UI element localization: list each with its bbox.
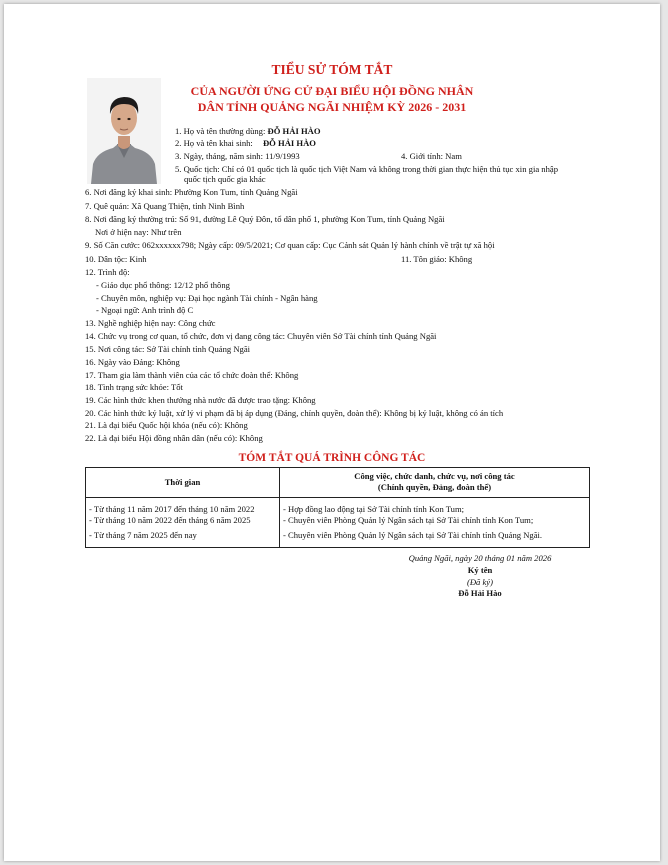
field-current-address: Nơi ở hiện nay: Như trên: [95, 227, 182, 237]
col-header-job-line2: (Chính quyền, Đảng, đoàn thể): [377, 482, 492, 492]
field-birth-name: [175, 138, 316, 149]
field-hometown: 7. Quê quán: Xã Quang Thiện, tỉnh Ninh Bình: [85, 201, 245, 211]
cell-job: - Chuyên viên Phòng Quản lý Ngân sách tại Sở Tài chính tỉnh Kon Tum;: [280, 515, 590, 530]
field-health: 18. Tình trạng sức khỏe: Tốt: [85, 382, 183, 392]
table-row: [86, 515, 590, 530]
field-nationality-cont: quốc tịch quốc gia khác: [184, 174, 266, 184]
field-awards: 19. Các hình thức khen thưởng nhà nước đã được trao tặng: Không: [85, 395, 316, 405]
doc-title: TIỂU SỬ TÓM TẮT: [271, 62, 393, 77]
field-peoples-council: 22. Là đại biểu Hội đồng nhân dân (nếu có): Không: [85, 433, 263, 443]
field-general-education: - Giáo dục phổ thông: 12/12 phổ thông: [96, 280, 230, 290]
portrait-photo: [87, 78, 161, 184]
field-gender: 4. Giới tính: Nam: [401, 151, 462, 161]
col-header-time: Thời gian: [86, 468, 280, 498]
cell-job: - Hợp đồng lao động tại Sở Tài chính tỉnh Kon Tum;: [280, 498, 590, 516]
field-value: ĐỖ HẢI HÀO: [267, 126, 321, 136]
table-row: [86, 530, 590, 548]
doc-subtitle-1: CỦA NGƯỜI ỨNG CỬ ĐẠI BIỂU HỘI ĐỒNG NHÂN: [190, 84, 474, 98]
field-discipline: 20. Các hình thức kỷ luật, xử lý vi phạm đã bị áp dụng (Đảng, chính quyền, đoàn thể): Không bị kỷ luật, không có án tích: [85, 408, 504, 418]
signature-name: Đỗ Hải Hào: [458, 588, 502, 598]
field-religion: 11. Tôn giáo: Không: [401, 254, 473, 264]
field-permanent-address: 8. Nơi đăng ký thường trú: Số 91, đường Lê Quý Đôn, tổ dân phố 1, phường Kon Tum, tỉnh Quảng Ngãi: [85, 214, 445, 224]
work-history-table: [85, 467, 590, 548]
cell-time: - Từ tháng 7 năm 2025 đến nay: [86, 530, 280, 548]
field-date-of-birth: 3. Ngày, tháng, năm sinh: 11/9/1993: [175, 151, 300, 161]
field-id-card: 9. Số Căn cước: 062xxxxxx798; Ngày cấp: 09/5/2021; Cơ quan cấp: Cục Cảnh sát Quản lý hành chính về trật tự xã hội: [85, 240, 495, 250]
signature-label: Ký tên: [467, 565, 493, 575]
doc-subtitle-2: DÂN TỈNH QUẢNG NGÃI NHIỆM KỲ 2026 - 2031: [197, 100, 467, 114]
field-label: 1. Họ và tên thường dùng:: [175, 126, 266, 136]
work-history-title: TÓM TẮT QUÁ TRÌNH CÔNG TÁC: [238, 452, 426, 464]
field-ethnicity: 10. Dân tộc: Kinh: [85, 254, 147, 264]
field-common-name: [175, 126, 321, 137]
field-education: 12. Trình độ:: [85, 267, 130, 277]
document-page: [4, 4, 660, 861]
field-national-assembly: 21. Là đại biểu Quốc hội khóa (nếu có): Không: [85, 420, 248, 430]
field-value: ĐỖ HẢI HÀO: [262, 138, 316, 148]
field-specialty: - Chuyên môn, nghiệp vụ: Đại học ngành Tài chính - Ngân hàng: [96, 293, 318, 303]
field-party-date: 16. Ngày vào Đảng: Không: [85, 357, 180, 367]
signature-signed-note: (Đã ký): [466, 577, 493, 587]
cell-time: - Từ tháng 11 năm 2017 đến tháng 10 năm 2022: [86, 498, 280, 516]
col-header-job-line1: Công việc, chức danh, chức vụ, nơi công tác: [354, 471, 515, 481]
field-label: 2. Họ và tên khai sinh:: [175, 138, 253, 148]
field-birth-registration: 6. Nơi đăng ký khai sinh: Phường Kon Tum, tỉnh Quảng Ngãi: [85, 187, 298, 197]
field-position: 14. Chức vụ trong cơ quan, tổ chức, đơn vị đang công tác: Chuyên viên Sở Tài chính tỉnh Quảng Ngãi: [85, 331, 437, 341]
cell-job: - Chuyên viên Phòng Quản lý Ngân sách tại Sở Tài chính tỉnh Quảng Ngãi.: [280, 530, 590, 548]
col-header-job: [280, 468, 590, 498]
field-foreign-language: - Ngoại ngữ: Anh trình độ C: [96, 305, 194, 315]
field-occupation: 13. Nghề nghiệp hiện nay: Công chức: [85, 318, 216, 328]
cell-time: - Từ tháng 10 năm 2022 đến tháng 6 năm 2025: [86, 515, 280, 530]
table-header-row: [86, 468, 590, 498]
table-row: [86, 498, 590, 516]
field-workplace: 15. Nơi công tác: Sở Tài chính tỉnh Quảng Ngãi: [85, 344, 251, 354]
field-nationality: 5. Quốc tịch: Chỉ có 01 quốc tịch là quốc tịch Việt Nam và không trong thời gian thực hiện thủ tục xin gia nhập: [175, 164, 558, 174]
field-organizations: 17. Tham gia làm thành viên của các tổ chức đoàn thể: Không: [85, 370, 299, 380]
signature-place-date: Quảng Ngãi, ngày 20 tháng 01 năm 2026: [408, 553, 552, 563]
